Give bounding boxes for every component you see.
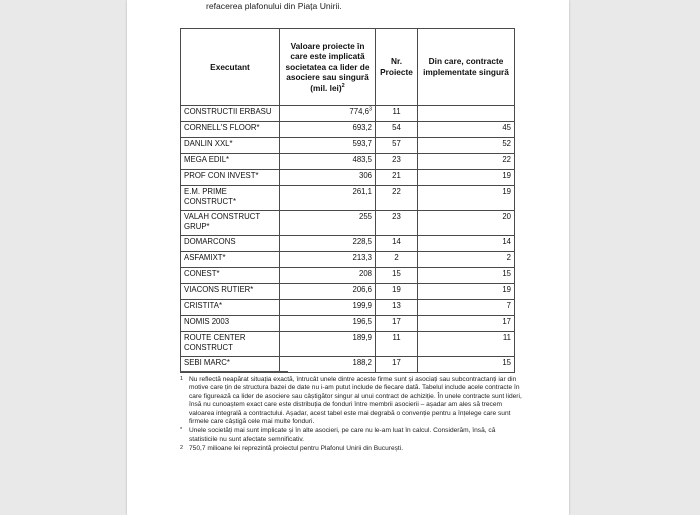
cell-valoare: 693,2: [280, 122, 376, 138]
cell-singura: 7: [418, 300, 515, 316]
cell-executant: CORNELL'S FLOOR*: [181, 122, 280, 138]
cell-nr: 19: [376, 284, 418, 300]
footnote-mark: *: [180, 427, 183, 434]
cell-executant: ROUTE CENTER CONSTRUCT: [181, 332, 280, 357]
contractors-table: [180, 28, 515, 373]
cell-singura: 52: [418, 138, 515, 154]
cell-executant: CRISTITA*: [181, 300, 280, 316]
cell-singura: 15: [418, 268, 515, 284]
footnote-ref-3: 3: [368, 106, 372, 113]
cell-nr: 11: [376, 332, 418, 357]
table-row: [181, 211, 515, 236]
cell-nr: 23: [376, 154, 418, 170]
cell-singura: 20: [418, 211, 515, 236]
footnotes: [180, 376, 525, 455]
cell-valoare: 213,3: [280, 252, 376, 268]
cell-valoare: 196,5: [280, 316, 376, 332]
header-nr-proiecte: Nr. Proiecte: [376, 29, 418, 106]
cell-singura: [418, 106, 515, 122]
cell-nr: 21: [376, 170, 418, 186]
cell-valoare: 255: [280, 211, 376, 236]
cell-valoare: 206,6: [280, 284, 376, 300]
footnote-text: Unele societăți mai sunt implicate și în alte asocieri, pe care nu le-am luat în calcul. Considerăm, însă, că statisticile nu sunt afectate semnificativ.: [189, 427, 496, 443]
cell-nr: 22: [376, 186, 418, 211]
table-row: [181, 316, 515, 332]
cell-executant: ASFAMIXT*: [181, 252, 280, 268]
cell-executant: MEGA EDIL*: [181, 154, 280, 170]
table-row: [181, 284, 515, 300]
footnote-separator: [180, 371, 288, 372]
cell-valoare: 228,5: [280, 236, 376, 252]
cell-nr: 17: [376, 316, 418, 332]
cell-singura: 19: [418, 186, 515, 211]
cell-valoare-text: 774,6: [349, 107, 369, 116]
table-row: [181, 300, 515, 316]
table-row: [181, 122, 515, 138]
table-row: [181, 268, 515, 284]
cell-valoare: 483,5: [280, 154, 376, 170]
cell-singura: 45: [418, 122, 515, 138]
document-page: [127, 0, 569, 515]
table-row: [181, 138, 515, 154]
previous-paragraph-tail: [206, 0, 556, 12]
footnote-text: 750,7 milioane lei reprezintă proiectul pentru Plafonul Unirii din București.: [189, 445, 404, 453]
cell-singura: 11: [418, 332, 515, 357]
table-row: [181, 186, 515, 211]
cell-valoare: 208: [280, 268, 376, 284]
header-din-care: Din care, contracte implementate singură: [418, 29, 515, 106]
cell-singura: 15: [418, 357, 515, 373]
cell-nr: 11: [376, 106, 418, 122]
cell-executant: NOMIS 2003: [181, 316, 280, 332]
cell-nr: 57: [376, 138, 418, 154]
cell-nr: 17: [376, 357, 418, 373]
cell-valoare: 199,9: [280, 300, 376, 316]
footnote-asterisk: [180, 427, 525, 444]
cell-valoare: 593,7: [280, 138, 376, 154]
cell-executant: E.M. PRIME CONSTRUCT*: [181, 186, 280, 211]
cell-nr: 14: [376, 236, 418, 252]
footnote-text: Nu reflectă neapărat situația exactă, întrucât unele dintre aceste firme sunt și asociați sau subcontractanți iar din motive care țin de structura bazei de date nu i-am putut include de fiecare dată. Tabelul include acele contracte în care figurează ca lider de asociere sau câștigător singur al unui contract de achiziție. În unele contracte sunt lideri, însă nu cunoaștem exact care este distribuția de fonduri între membrii asocierii – așadar am ales să trecem valoarea integrală a contractului. Așadar, acest tabel este mai degrabă o convenție pentru a înțelege care sunt firmele care câștigă cele mai multe fonduri.: [189, 376, 522, 426]
cell-valoare: 261,1: [280, 186, 376, 211]
table-row: [181, 332, 515, 357]
paragraph-text: refacerea plafonului din Piața Unirii.: [206, 1, 342, 11]
footnote-2: [180, 445, 525, 453]
cell-executant: DOMARCONS: [181, 236, 280, 252]
cell-singura: 14: [418, 236, 515, 252]
header-valoare-text: Valoare proiecte în care este implicată societatea ca lider de asociere sau singură (mil. lei): [285, 40, 370, 93]
cell-singura: 17: [418, 316, 515, 332]
cell-valoare: [280, 106, 376, 122]
cell-nr: 23: [376, 211, 418, 236]
table-row: [181, 154, 515, 170]
cell-nr: 13: [376, 300, 418, 316]
cell-nr: 54: [376, 122, 418, 138]
table-row: [181, 236, 515, 252]
cell-valoare: 306: [280, 170, 376, 186]
table-header-row: [181, 29, 515, 106]
cell-singura: 19: [418, 284, 515, 300]
cell-executant: DANLIN XXL*: [181, 138, 280, 154]
footnote-ref-2: 2: [341, 83, 345, 90]
cell-executant: SEBI MARC*: [181, 357, 280, 373]
table-row: [181, 252, 515, 268]
cell-valoare: 188,2: [280, 357, 376, 373]
cell-executant: CONEST*: [181, 268, 280, 284]
cell-executant: VIACONS RUTIER*: [181, 284, 280, 300]
table-row: [181, 170, 515, 186]
footnote-mark: 1: [180, 376, 184, 382]
footnote-mark: 2: [180, 445, 184, 452]
header-valoare: [280, 29, 376, 106]
cell-executant: VALAH CONSTRUCT GRUP*: [181, 211, 280, 236]
cell-nr: 15: [376, 268, 418, 284]
header-executant: Executant: [181, 29, 280, 106]
cell-nr: 2: [376, 252, 418, 268]
footnote-1: [180, 376, 525, 426]
cell-singura: 2: [418, 252, 515, 268]
table-row: [181, 106, 515, 122]
cell-singura: 19: [418, 170, 515, 186]
cell-executant: PROF CON INVEST*: [181, 170, 280, 186]
cell-singura: 22: [418, 154, 515, 170]
cell-executant: CONSTRUCTII ERBASU: [181, 106, 280, 122]
cell-valoare: 189,9: [280, 332, 376, 357]
